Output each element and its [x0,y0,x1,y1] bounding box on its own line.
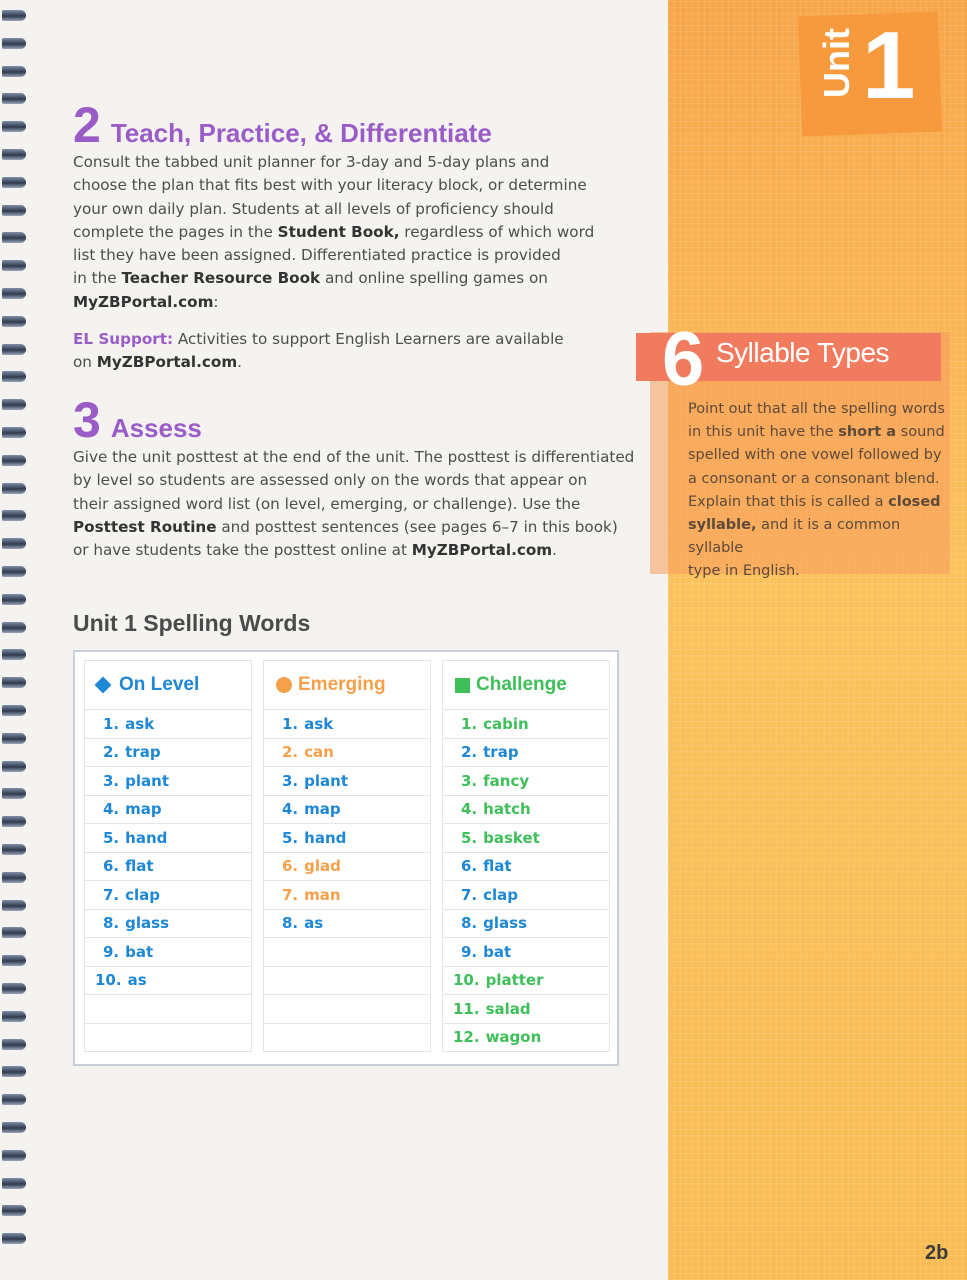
word-row [442,995,610,1024]
column-label: Challenge [476,674,567,695]
column-header [263,660,431,710]
spiral-coil [2,149,26,160]
spiral-coil [2,900,26,911]
word-number: 9. [103,942,120,961]
spelling-word: plant [304,771,348,790]
word-number: 9. [461,942,478,961]
word-row [442,1024,610,1053]
word-row [442,967,610,996]
word-row [442,824,610,853]
bold-term: MyZBPortal.com [411,541,553,560]
section-3-number: 3 [73,392,101,448]
word-row [84,710,252,739]
spiral-coil [2,399,26,410]
spelling-word: glass [125,914,169,933]
spelling-word: basket [483,828,540,847]
word-row [84,853,252,882]
word-number: 1. [461,714,478,733]
word-row [84,796,252,825]
text-line [688,421,950,444]
spiral-coil [2,761,26,772]
bold-term: syllable, [688,517,757,534]
section-3-heading [73,392,202,448]
spiral-coil [2,510,26,521]
word-row [263,739,431,768]
spiral-coil [2,872,26,883]
word-row [263,796,431,825]
word-row [263,967,431,996]
text-segment: complete the pages in the [73,222,278,241]
spelling-word: ask [304,714,334,733]
word-number: 7. [103,885,120,904]
spiral-coil [2,38,26,49]
spiral-coil [2,733,26,744]
word-row [263,853,431,882]
spelling-word: wagon [485,1028,542,1047]
column-header [442,660,610,710]
word-row [263,824,431,853]
word-number: 6. [461,857,478,876]
text-line [73,267,633,290]
spiral-coil [2,10,26,21]
spelling-word: map [304,800,341,819]
spiral-coil [2,66,26,77]
word-row [442,739,610,768]
word-row [442,767,610,796]
word-number: 2. [282,743,299,762]
word-number: 1. [103,714,120,733]
spelling-word: trap [125,743,161,762]
spiral-coil [2,594,26,605]
word-number: 11. [453,999,480,1018]
text-line: Point out that all the spelling words [688,401,945,417]
spelling-word: as [304,914,324,933]
spiral-coil [2,1011,26,1022]
spiral-coil [2,260,26,271]
word-row [442,710,610,739]
text-line [73,516,643,539]
text-segment: and online spelling games on [320,269,548,288]
word-number: 8. [103,914,120,933]
spiral-coil [2,232,26,243]
spiral-coil [2,455,26,466]
bold-term: short a [838,424,897,441]
text-line [688,491,950,514]
text-line: type in English. [688,563,800,580]
word-row [84,938,252,967]
word-row [263,881,431,910]
text-line: choose the plan that fits best with your literacy block, or determine [73,176,587,195]
spiral-coil [2,983,26,994]
text-line [73,291,633,314]
spiral-coil [2,1233,26,1244]
text-segment: and it is a common syllable [688,517,901,557]
spelling-word: hand [304,828,347,847]
text-segment: or have students take the posttest online at [73,541,412,560]
spelling-word: clap [483,885,519,904]
spelling-word: as [127,971,147,990]
word-row [263,710,431,739]
text-line: list they have been assigned. Differentiated practice is provided [73,246,561,265]
spelling-word: man [304,885,341,904]
word-number: 6. [282,857,299,876]
spiral-coil [2,121,26,132]
text-segment: in this unit have the [688,424,839,441]
word-number: 6. [103,857,120,876]
word-row [84,739,252,768]
word-number: 3. [461,771,478,790]
text-segment: regardless of which word [399,222,595,241]
word-number: 8. [461,914,478,933]
word-row [263,938,431,967]
word-row [442,938,610,967]
word-number: 5. [461,828,478,847]
spelling-word: can [304,743,334,762]
el-support-label: EL Support: [73,330,174,348]
square-icon [455,678,470,693]
word-number: 2. [461,743,478,762]
text-line: Give the unit posttest at the end of the unit. The posttest is differentiated [73,448,635,466]
text-segment: . [552,541,557,560]
spelling-word: clap [125,885,161,904]
text-line: by level so students are assessed only on the words that appear on [73,471,588,490]
bold-term: closed [888,493,941,510]
spiral-coil [2,1178,26,1189]
bold-term: MyZBPortal.com [73,292,214,311]
spiral-coil [2,93,26,104]
table-title: Unit 1 Spelling Words [73,610,311,636]
text-line: Consult the tabbed unit planner for 3-day and 5-day plans and [73,153,550,171]
spiral-coil [2,649,26,660]
spelling-word: glass [483,914,527,933]
text-segment: and posttest sentences (see pages 6–7 in this book) [216,517,618,536]
spelling-word: bat [125,942,154,961]
word-number: 10. [95,971,122,990]
word-number: 5. [103,828,120,847]
spelling-word: flat [125,857,154,876]
page-number: 2b [925,1242,949,1264]
spiral-coil [2,622,26,633]
text-line: your own daily plan. Students at all levels of proficiency should [73,199,554,218]
word-number: 4. [282,800,299,819]
unit-number: 1 [862,12,916,119]
word-number: 4. [103,800,120,819]
syllable-section-number: 6 [662,317,705,402]
spiral-coil [2,205,26,216]
section-2-number: 2 [73,97,101,153]
word-row [442,910,610,939]
word-row [263,1024,431,1053]
text-line: spelled with one vowel followed by [688,447,942,464]
word-row [263,910,431,939]
spiral-coil [2,566,26,577]
text-line [688,514,950,560]
spiral-coil [2,927,26,938]
spelling-word: bat [483,942,512,961]
spiral-coil [2,1066,26,1077]
syllable-section-title: Syllable Types [716,337,890,368]
word-row [263,995,431,1024]
word-row [263,767,431,796]
spelling-word: plant [125,771,169,790]
section-2-title: Teach, Practice, & Differentiate [110,118,492,148]
text-segment: Explain that this is called a [688,493,889,510]
spiral-coil [2,955,26,966]
spiral-coil [2,1094,26,1105]
section-3-title: Assess [110,413,202,443]
word-row [84,767,252,796]
spiral-coil [2,177,26,188]
el-support-text-2: on [73,353,97,372]
text-segment: sound [896,424,945,441]
spelling-word: platter [485,971,544,990]
section-2-heading [73,97,492,153]
spiral-coil [2,427,26,438]
word-number: 3. [282,771,299,790]
word-row [442,881,610,910]
el-support-paragraph [73,328,633,375]
section-3-body [73,446,643,562]
bold-term: Teacher Resource Book [121,269,321,288]
spelling-word: cabin [483,714,529,733]
spelling-column [263,660,431,1052]
column-label: On Level [119,674,200,695]
word-number: 12. [453,1028,480,1047]
word-number: 3. [103,771,120,790]
word-row [442,853,610,882]
spiral-coil [2,371,26,382]
spelling-word: trap [483,743,519,762]
spelling-word: hatch [483,800,531,819]
word-row [84,995,252,1024]
unit-word: Unit [816,28,857,98]
spiral-coil [2,483,26,494]
spiral-coil [2,705,26,716]
syllable-section-text [688,398,950,584]
spiral-binding [0,10,34,1270]
word-row [84,824,252,853]
word-row [84,967,252,996]
word-number: 7. [461,885,478,904]
word-number: 7. [282,885,299,904]
spelling-word: flat [483,857,512,876]
el-support-text: Activities to support English Learners are available [173,330,564,348]
spiral-coil [2,1039,26,1050]
spiral-coil [2,288,26,299]
column-label: Emerging [298,674,386,695]
word-number: 8. [282,914,299,933]
spelling-word: map [125,800,162,819]
spiral-coil [2,1150,26,1161]
word-row [84,881,252,910]
spiral-coil [2,844,26,855]
spiral-coil [2,538,26,549]
text-line: their assigned word list (on level, emerging, or challenge). Use the [73,494,581,513]
el-support-period: . [237,353,242,372]
spelling-word: glad [304,857,341,876]
word-row [84,1024,252,1053]
text-line [73,221,633,244]
spiral-coil [2,316,26,327]
word-number: 10. [453,971,480,990]
word-number: 5. [282,828,299,847]
circle-icon [276,677,292,693]
spiral-coil [2,1122,26,1133]
spelling-column [84,660,252,1052]
text-segment: : [213,292,219,311]
text-line [73,539,643,562]
word-row [84,910,252,939]
spiral-coil [2,344,26,355]
spiral-coil [2,677,26,688]
column-header [84,660,252,710]
spelling-column [442,660,610,1052]
section-2-body [73,151,633,314]
sidebar [668,0,967,1280]
spelling-word: fancy [483,771,530,790]
spelling-word: salad [485,999,531,1018]
spiral-coil [2,1205,26,1216]
spiral-coil [2,788,26,799]
text-segment: in the [73,269,122,288]
spelling-word: ask [125,714,155,733]
word-row [442,796,610,825]
word-number: 2. [103,743,120,762]
word-number: 1. [282,714,299,733]
word-number: 4. [461,800,478,819]
el-support-link: MyZBPortal.com [96,353,238,372]
spelling-word: hand [125,828,168,847]
spiral-coil [2,816,26,827]
diamond-icon [95,677,112,694]
bold-term: Posttest Routine [73,517,217,536]
bold-term: Student Book, [277,222,400,241]
text-line: a consonant or a consonant blend. [688,470,940,487]
